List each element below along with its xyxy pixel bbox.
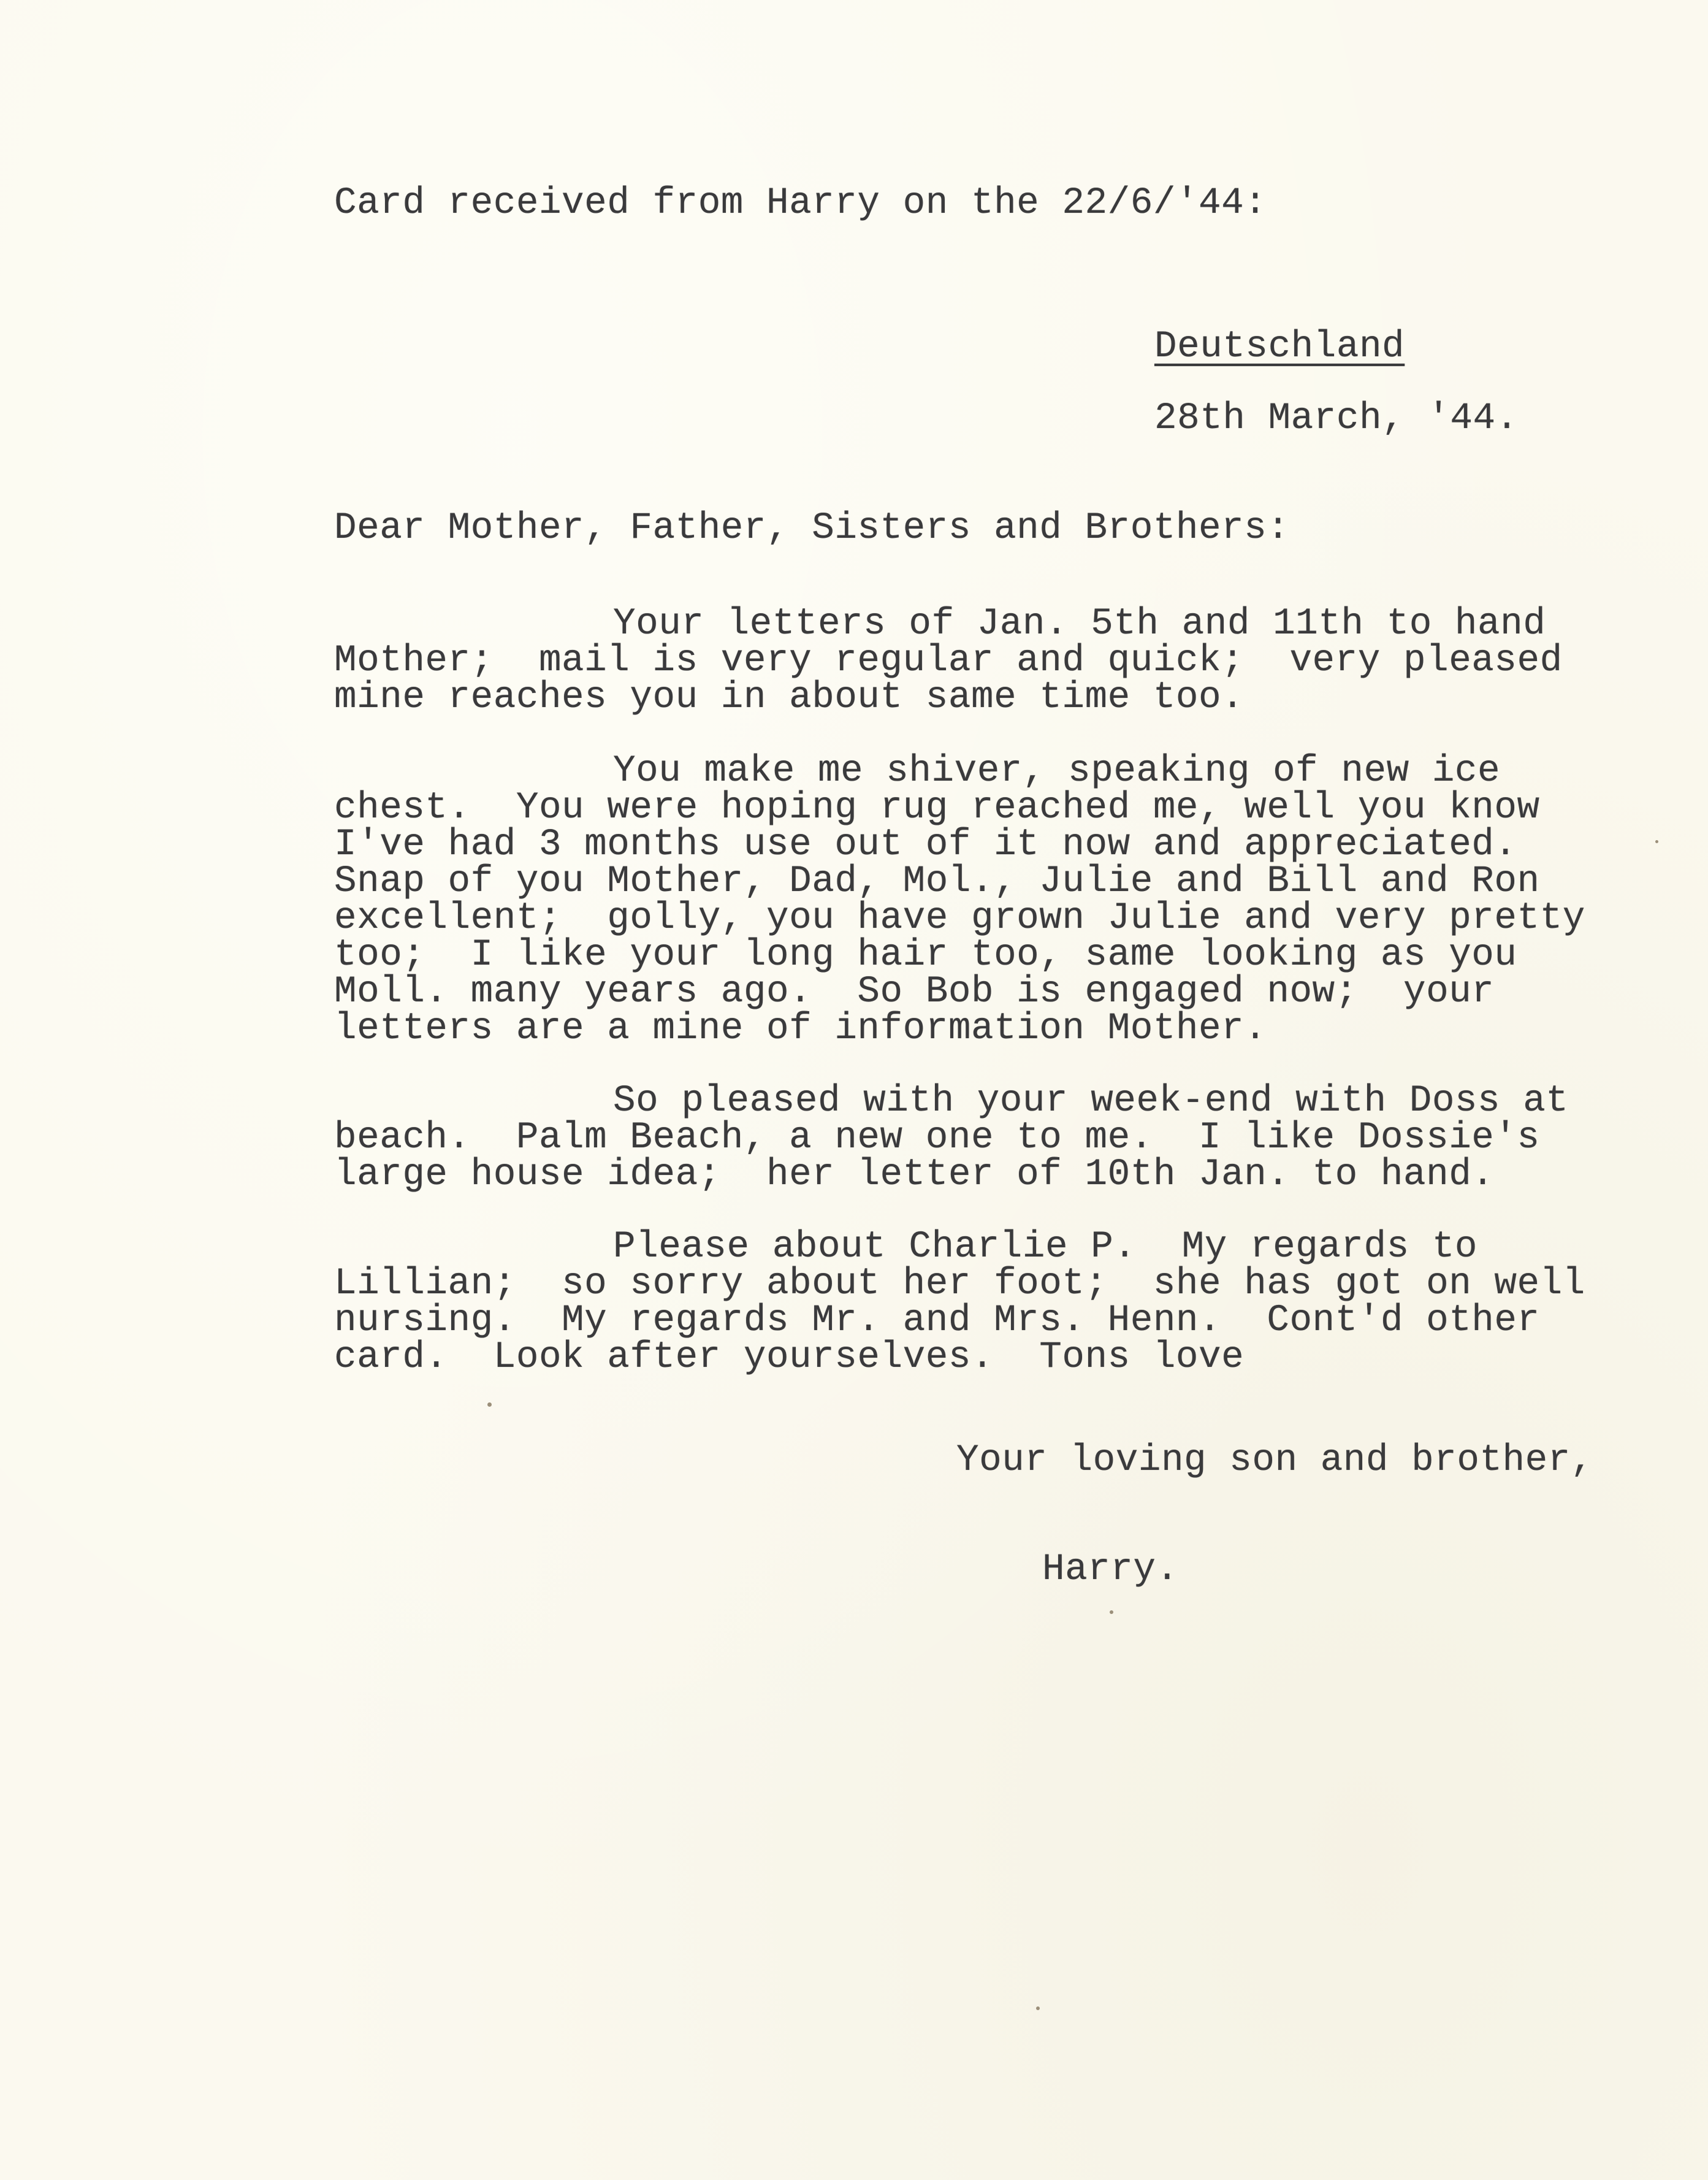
received-note: Card received from Harry on the 22/6/'44: <box>334 182 1267 224</box>
paragraph-line: You make me shiver, speaking of new ice <box>613 750 1501 792</box>
letter-date: 28th March, '44. <box>1154 397 1519 440</box>
paragraph-line: Mother; mail is very regular and quick; very pleased <box>334 640 1563 682</box>
paper-speck <box>1110 1610 1113 1614</box>
paragraph-line: too; I like your long hair too, same looking as you <box>334 934 1517 976</box>
paragraph-line: beach. Palm Beach, a new one to me. I like Dossie's <box>334 1117 1540 1159</box>
closing: Your loving son and brother, <box>956 1439 1593 1482</box>
paragraph-line: Lillian; so sorry about her foot; she has got on well <box>334 1263 1585 1305</box>
paper-speck <box>487 1402 492 1407</box>
paragraph-line: nursing. My regards Mr. and Mrs. Henn. Cont'd other <box>334 1299 1540 1342</box>
paper-speck <box>1036 2006 1040 2010</box>
paragraph-line: excellent; golly, you have grown Julie and very pretty <box>334 897 1585 939</box>
place-heading: Deutschland <box>1154 326 1405 368</box>
paragraph-line: letters are a mine of information Mother. <box>334 1008 1267 1050</box>
paragraph-line: card. Look after yourselves. Tons love <box>334 1336 1245 1379</box>
signature: Harry. <box>1042 1548 1179 1591</box>
salutation: Dear Mother, Father, Sisters and Brothers: <box>334 507 1290 549</box>
paragraph-line: I've had 3 months use out of it now and appreciated. <box>334 824 1517 866</box>
paragraph-line: Snap of you Mother, Dad, Mol., Julie and Bill and Ron <box>334 860 1540 903</box>
paper-speck <box>1655 840 1658 843</box>
paragraph-line: So pleased with your week-end with Doss at <box>613 1080 1569 1122</box>
paragraph-line: chest. You were hoping rug reached me, well you know <box>334 787 1540 829</box>
paragraph-line: Moll. many years ago. So Bob is engaged now; your <box>334 971 1495 1013</box>
paragraph-line: mine reaches you in about same time too. <box>334 676 1245 719</box>
paragraph-line: large house idea; her letter of 10th Jan. to hand. <box>334 1153 1495 1196</box>
paragraph-line: Please about Charlie P. My regards to <box>613 1226 1478 1268</box>
paragraph-line: Your letters of Jan. 5th and 11th to hand <box>613 603 1546 645</box>
